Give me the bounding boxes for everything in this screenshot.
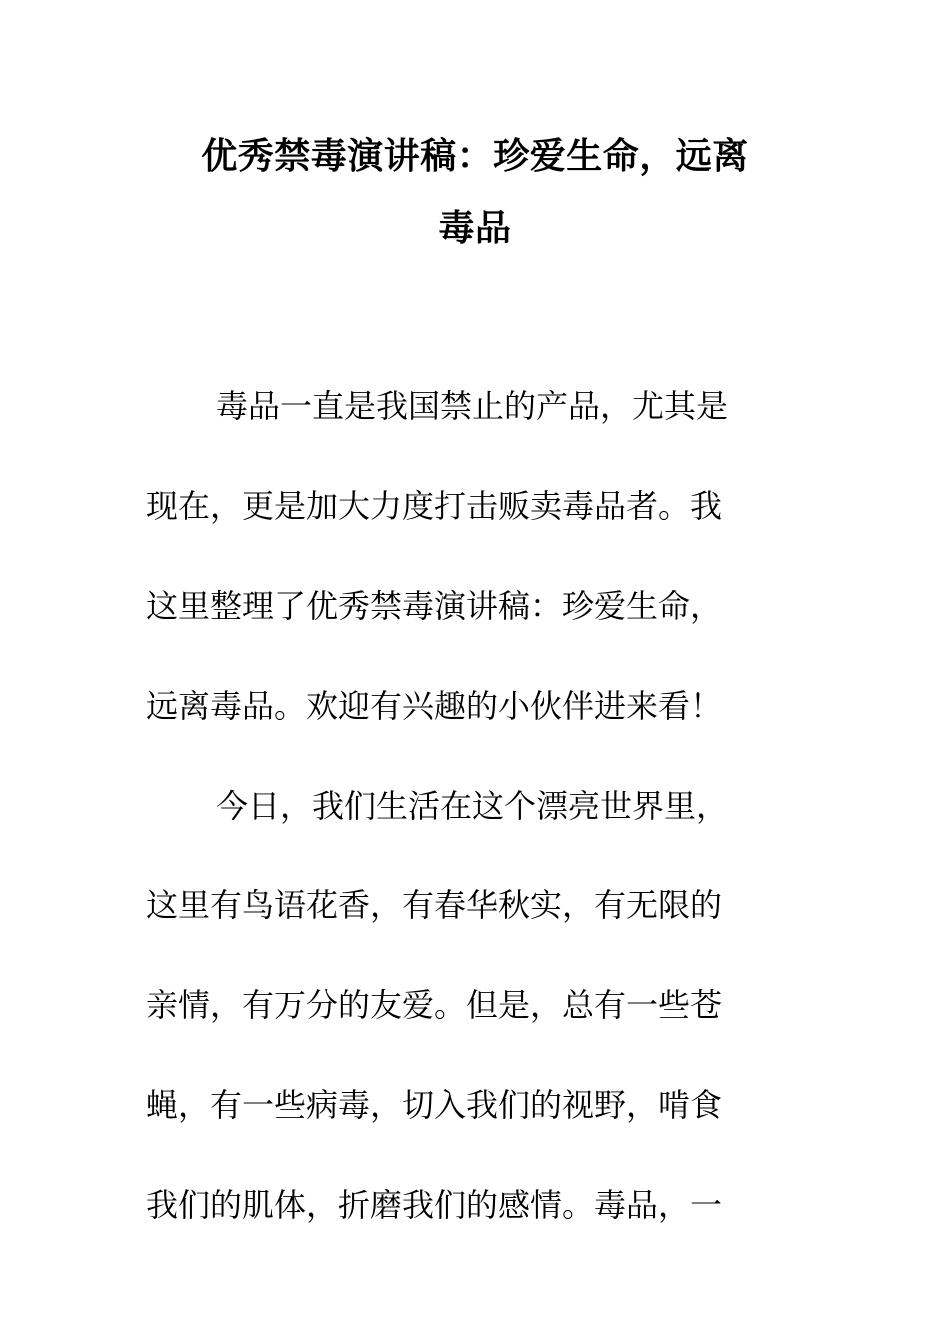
paragraph-1-line-2: 现在，更是加大力度打击贩卖毒品者。我 (146, 487, 723, 525)
document-title-line-1: 优秀禁毒演讲稿：珍爱生命，远离 (201, 135, 749, 177)
paragraph-1-line-4: 远离毒品。欢迎有兴趣的小伙伴进来看！ (146, 687, 723, 725)
paragraph-2-line-5: 我们的肌体，折磨我们的感情。毒品，一 (146, 1186, 723, 1224)
paragraph-1-line-3: 这里整理了优秀禁毒演讲稿：珍爱生命， (146, 587, 723, 625)
paragraph-2-line-2: 这里有鸟语花香，有春华秋实，有无限的 (146, 886, 723, 924)
paragraph-2-line-1: 今日，我们生活在这个漂亮世界里， (216, 787, 729, 825)
paragraph-2-line-4: 蝇，有一些病毒，切入我们的视野，啃食 (146, 1086, 723, 1124)
paragraph-2-line-3: 亲情，有万分的友爱。但是，总有一些苍 (146, 986, 723, 1024)
document-title-line-2: 毒品 (438, 207, 512, 249)
paragraph-1-line-1: 毒品一直是我国禁止的产品，尤其是 (216, 387, 729, 425)
